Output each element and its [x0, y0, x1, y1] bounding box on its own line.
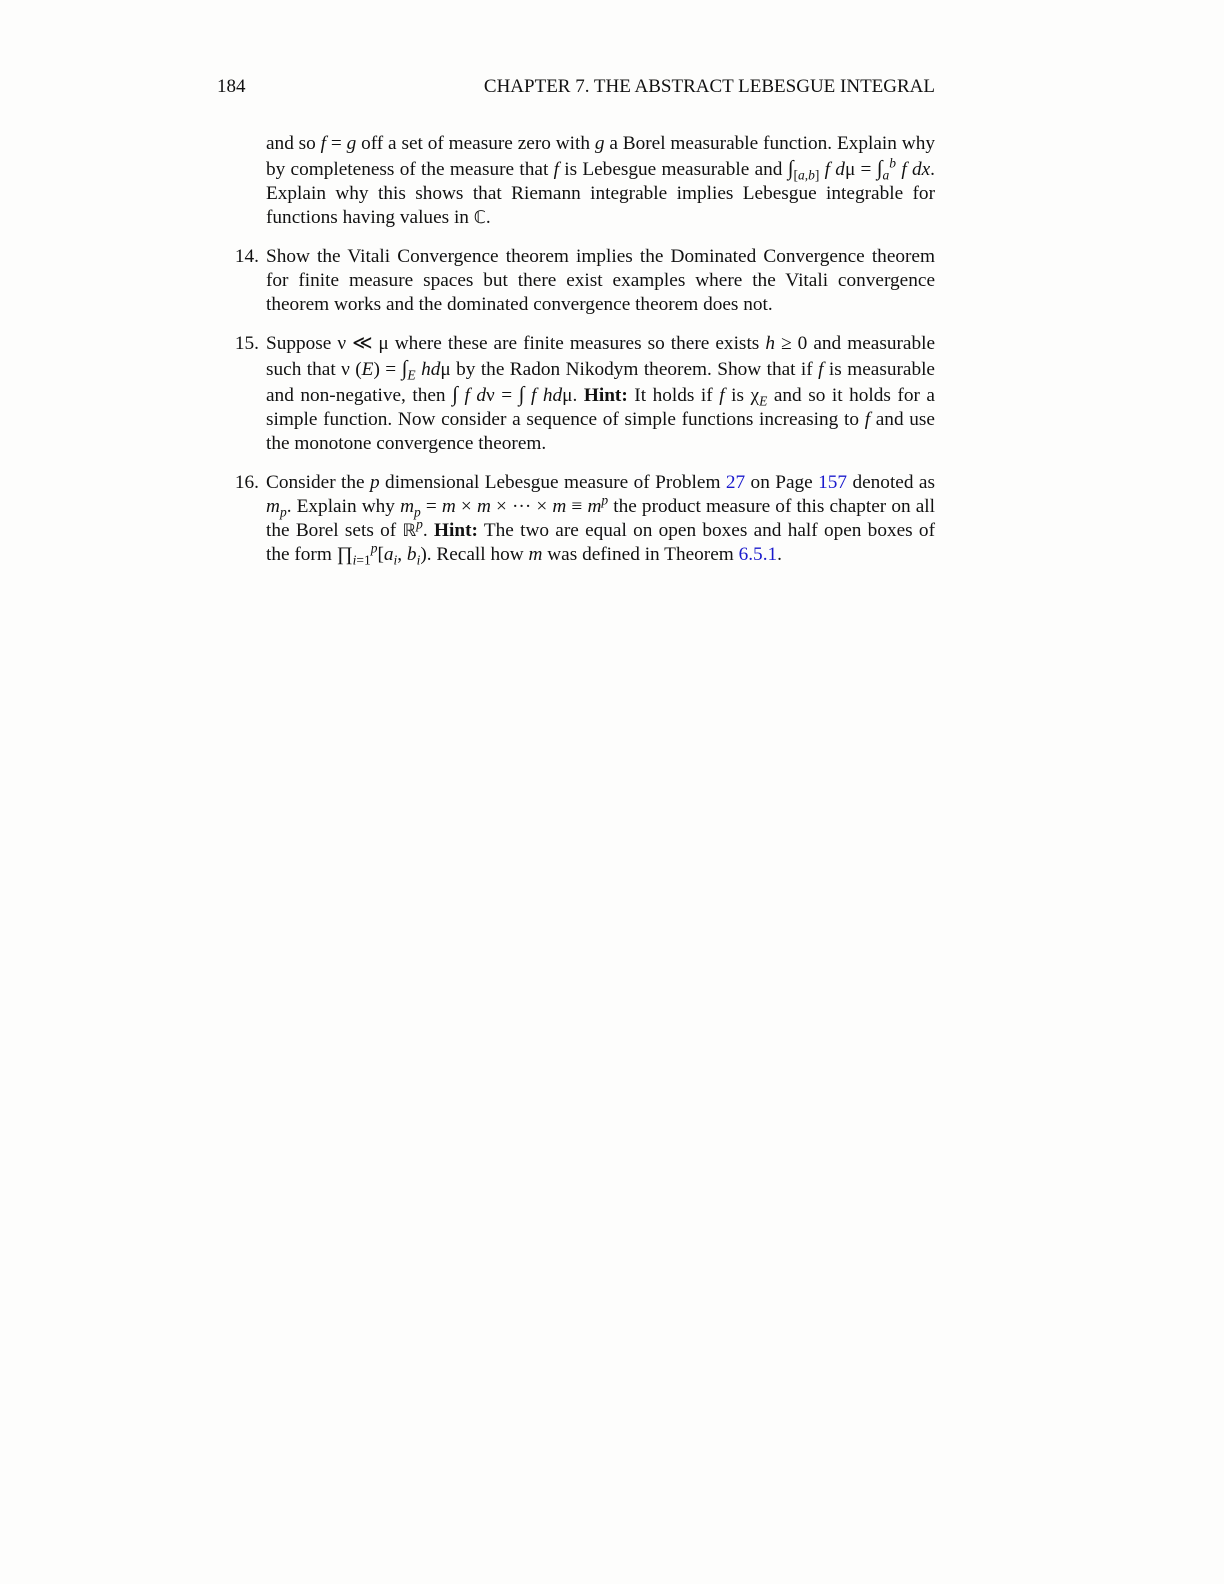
chapter-title: CHAPTER 7. THE ABSTRACT LEBESGUE INTEGRAL — [483, 76, 935, 97]
problem-number: 14 . — [231, 245, 259, 269]
page-content — [217, 132, 935, 582]
page-number: 184 — [217, 76, 246, 97]
complex-numbers-symbol: ℂ — [473, 208, 486, 228]
continuation-paragraph: and so f = g off a set of measure zero with g a Borel measurable function. Explain why by completeness of the measure that f is Lebesgue measurable and $\int_{[a,b]}$ f $d\mu = \int_a^b$ f dx. Explain why this shows that Riemann integrable implies Lebesgue integrable for functions having values in ℂ. — [266, 133, 935, 228]
integral-equality: ∫ f dν = ∫ f hdμ. — [452, 382, 578, 406]
absolute-continuity: ν ≪ μ — [337, 333, 389, 354]
problem-15: 15 . Suppose ν ≪ μ where these are finite measures so there exists h ≥ 0 and measurable such that ν $(E) = \int_E$ hdμ by the Radon Nikodym theorem. Show that if f is measurable and non-negative, then ∫ f dν = ∫ f hdμ. Hint: It holds if f is $\chi_E$ and so it holds for a simple function. Now consider a sequence of simple functions increasing to f and use the monotone convergence theorem. — [217, 332, 935, 456]
real-space-symbol: ℝ$^p$ — [402, 516, 423, 541]
running-head — [217, 76, 935, 102]
problem-number: 15 . — [231, 332, 259, 356]
theorem-link[interactable]: 6.5.1 — [738, 544, 778, 565]
product-measure-formula: $m_p = m \times m$ × ··· × $m \equiv m^p$ — [400, 492, 609, 520]
problem-number: 16 . — [231, 471, 259, 495]
nu-of-E-formula: ν $(E) = \int_E$ hdμ — [341, 356, 451, 383]
problem-14 — [217, 245, 935, 317]
problem-link[interactable]: 27 — [725, 472, 746, 493]
indicator-chi-E: $\chi_E$ — [750, 385, 768, 409]
integral-over-ab: $\int_{[a,b]}$ f dμ = — [787, 156, 872, 183]
problem-text: Show the Vitali Convergence theorem implies the Dominated Convergence theorem for finite measure spaces but there exist examples where the Vitali convergence theorem works and the dominated convergence theorem does not. — [266, 246, 935, 315]
problem-16: 16 . Consider the p dimensional Lebesgue measure of Problem 27 on Page 157 denoted as $m_p$. Explain why $m_p = m \times m$ × ··· × $m \equiv m^p$ the product measure of this chapter on all the Borel sets of ℝ$^p$. Hint: The two are equal on open boxes and half open boxes of the form $\prod_{i=1}^p[a_i$, $b_i$). Recall how m was defined in Theorem 6.5.1. — [217, 471, 935, 567]
hint-label: Hint: — [583, 385, 628, 406]
riemann-integral: $\int_a^b$ f dx — [876, 155, 931, 183]
page-link[interactable]: 157 — [818, 472, 848, 493]
box-product-formula: $\prod_{i=1}^p[a_i$, $b_i$) — [336, 540, 427, 568]
hint-label: Hint: — [434, 520, 478, 541]
